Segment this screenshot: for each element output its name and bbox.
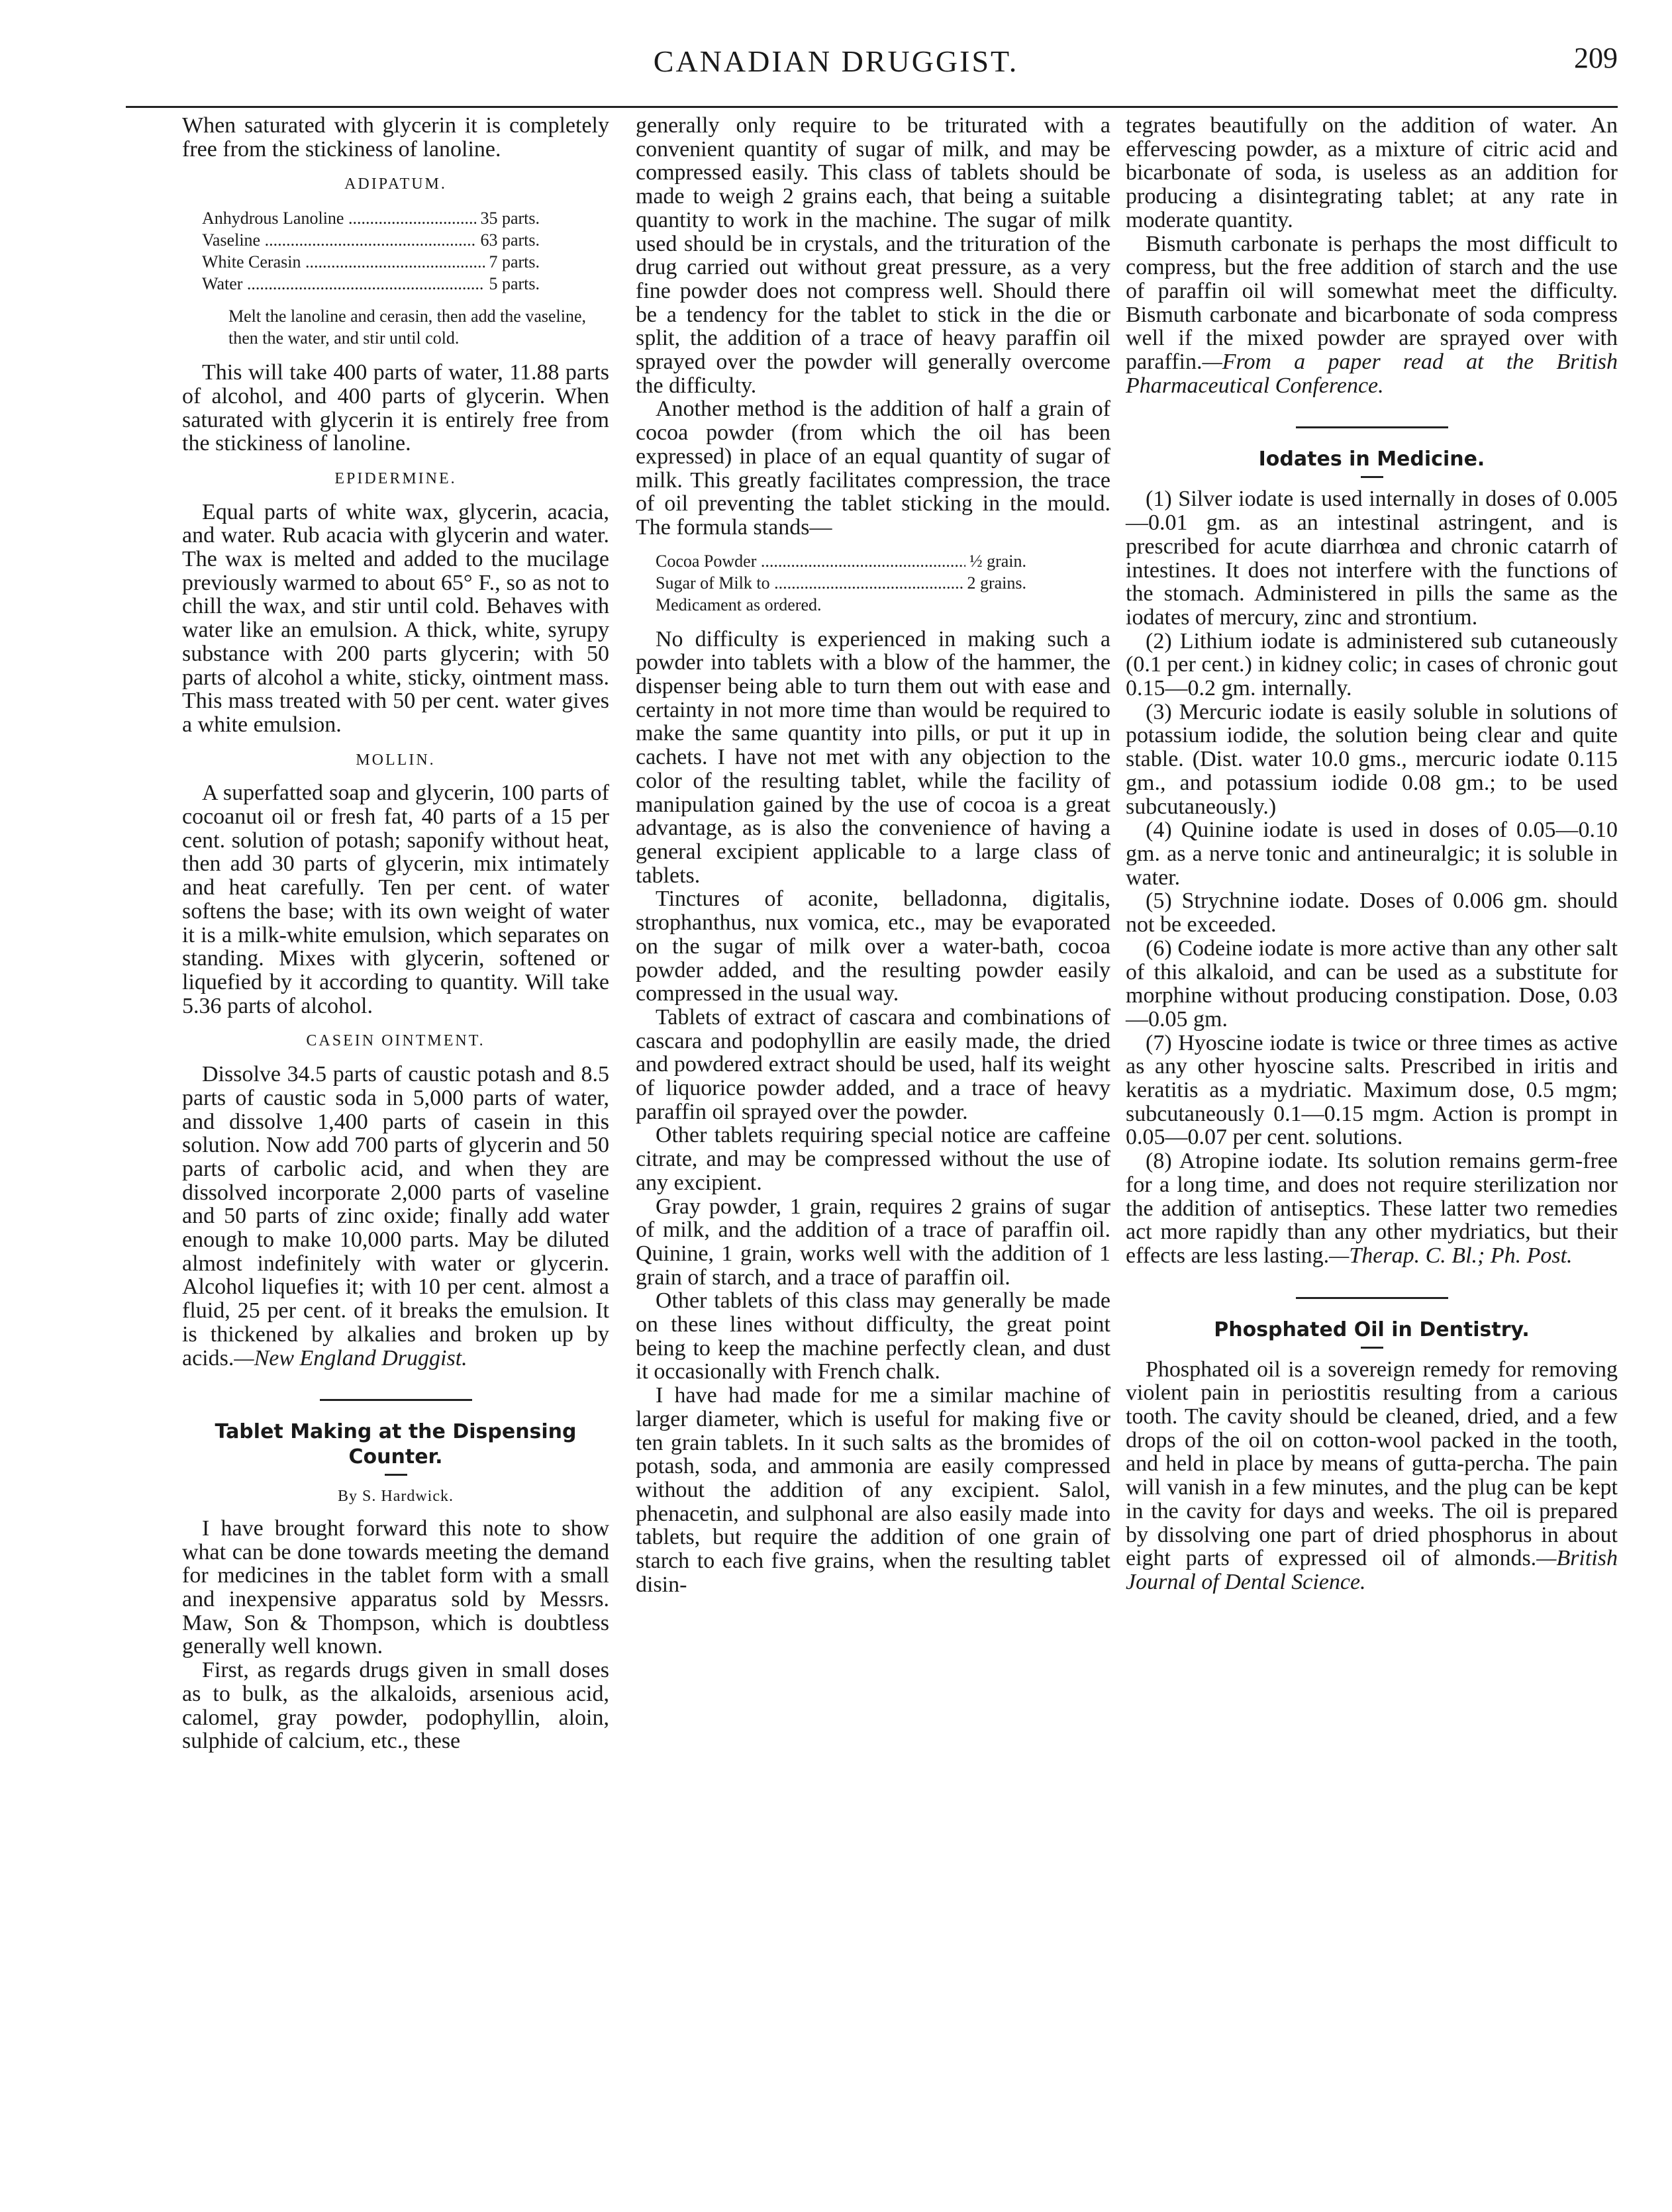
tablet-paragraph-4: Another method is the addition of half a grain of cocoa powder (from which the oil has been expressed) in place of an equal quantity of sugar of milk. This greatly facilitates compression, the trace of oil preventing the tablet sticking in the mould. The formula stands— [636,397,1110,540]
ingredient-quantity: 7 parts. [489,252,540,272]
recipe-row [656,550,1026,572]
phosphated-text: Phosphated oil is a sovereign remedy for removing violent pain in periostitis resulting from a carious tooth. The cavity should be cleaned, dried, and a few drops of the oil on cotton-wool packed in the tooth, and held in place by means of gutta-percha. The pain will vanish in a few minutes, and the plug can be kept in the cavity for days and weeks. The oil is prepared by dissolving one part of dried phosphorus in about eight parts of expressed oil of almonds. [1126,1357,1618,1571]
iodate-item-8 [1126,1149,1618,1268]
recipe-row [202,251,540,273]
iodate-item-6: (6) Codeine iodate is more active than any other salt of this alkaloid, and can be used as a substitute for morphine without producing constipation. Dose, 0.03—0.05 gm. [1126,936,1618,1032]
atropine-text: (8) Atropine iodate. Its solution remains germ-free for a long time, and does not require sterilization nor the addition of antiseptics. These latter two remedies act more rapidly than any other mydriatics, but their effects are less lasting. [1126,1149,1618,1268]
phosphated-article-title: Phosphated Oil in Dentistry. [1214,1318,1530,1341]
recipe-row [202,229,540,251]
ingredient-name: Water ..... [202,273,485,295]
intro-paragraph: When saturated with glycerin it is completely free from the stickiness of lanoline. [182,113,609,162]
byline: By S. Hardwick. [338,1488,454,1506]
tablet-paragraph-11: I have had made for me a similar machine of larger diameter, which is useful for making five or ten grain tablets. In it such salts as the bromides of potash, soda, and ammonia are easily compressed without the addition of any excipient. Salol, phenacetin, and sulphonal are also easily made into tablets, but require the addition of one grain of starch to each five grains, when the resulting tablet disin- [636,1383,1110,1597]
tablet-paragraph-1: I have brought forward this note to show what can be done towards meeting the demand for medicines in the tablet form with a small and inexpensive apparatus sold by Messrs. Maw, Son & Thompson, which is doubtless generally well known. [182,1515,609,1659]
adipatum-paragraph: This will take 400 parts of water, 11.88 parts of alcohol, and 400 parts of glycerin. When saturated with glycerin it is entirely free from the stickiness of lanoline. [182,360,609,456]
adipatum-note: Melt the lanoline and cerasin, then add the vaseline, then the water, and stir until cold. [228,307,587,348]
phosphated-citation: —British Journal of Dental Science. [1126,1546,1618,1594]
epidermine-heading: EPIDERMINE. [334,469,457,487]
iodate-item-4: (4) Quinine iodate is used in doses of 0.05—0.10 gm. as a nerve tonic and antineuralgic; it is soluble in water. [1126,818,1618,890]
ingredient-quantity: 63 parts. [480,230,540,250]
article-separator [1296,426,1448,428]
epidermine-paragraph: Equal parts of white wax, glycerin, acacia, and water. Rub acacia with glycerin and water. The wax is melted and added to the mucilage previously warmed to about 65° F., so as not to chill the wax, and stir until cold. Behaves with water like an emulsion. A thick, white, syrupy substance with 200 parts glycerin; with 50 parts of alcohol a white, sticky, ointment mass. This mass treated with 50 per cent. water gives a white emulsion. [182,499,609,737]
recipe-row [202,207,540,229]
iodate-item-2: (2) Lithium iodate is administered sub cutaneously (0.1 per cent.) in kidney colic; in cases of chronic gout 0.15—0.2 gm. internally. [1126,628,1618,701]
tablet-paragraph-12: tegrates beautifully on the addition of water. An effervescing powder, as a mixture of citric acid and bicarbonate of soda, is useless as an addition for producing a disintegrating tablet; at any rate in moderate quantity. [1126,113,1618,232]
cocoa-formula [656,550,1110,616]
tablet-article-title [182,1419,609,1470]
header-rule [126,106,1618,108]
recipe-row [656,594,1026,616]
ingredient-name: Anhydrous Lanoline ..... [202,207,476,229]
page-header-title: CANADIAN DRUGGIST. [653,44,1019,78]
ingredient-quantity: 5 parts. [489,274,540,294]
article-separator [1296,1297,1448,1299]
article-separator [320,1399,472,1401]
tablet-title-line-1: Tablet Making at the Dispensing [215,1420,577,1444]
column-left [182,114,609,1753]
ingredient-name: White Cerasin ..... [202,251,485,273]
recipe-row [656,572,1026,594]
tablet-paragraph-5: No difficulty is experienced in making such a powder into tablets with a blow of the hammer, the dispenser being able to turn them out with ease and certainty in not more time than would be required to make the same quantity into pills, or put it up in cachets. I have not met with any objection to the color of the resulting tablet, while the facility of manipulation gained by the use of cocoa is a great advantage, as is also the convenience of having a general excipient applicable to a large class of tablets. [636,626,1110,888]
ingredient-quantity: 35 parts. [480,209,540,228]
adipatum-recipe [202,207,609,349]
tablet-paragraph-8: Other tablets requiring special notice are caffeine citrate, and may be compressed without the use of any excipient. [636,1123,1110,1195]
page-number: 209 [1574,42,1618,74]
tablet-title-line-2: Counter. [348,1445,443,1469]
ingredient-name: Vaseline ..... [202,229,476,251]
recipe-row [202,273,540,295]
casein-paragraph [182,1063,609,1370]
iodate-item-3: (3) Mercuric iodate is easily soluble in solutions of potassium iodide, the solution being clear and quite stable. (Dist. water 10.0 gms., mercuric iodate 0.115 gm., and potassium iodide 0.08 gm.; to be used subcutaneously.) [1126,699,1618,819]
casein-citation: —New England Druggist. [234,1345,467,1370]
iodate-item-7: (7) Hyoscine iodate is twice or three times as active as any other hyoscine salts. Prescribed in iritis and keratitis as a mydriatic. Maximum dose, 0.5 mgm; subcutaneously 0.1—0.15 mgm. Action is prompt in 0.05—0.07 per cent. solutions. [1126,1030,1618,1150]
tablet-citation: —From a paper read at the British Pharmaceutical Conference. [1126,350,1618,398]
tablet-paragraph-2: First, as regards drugs given in small doses as to bulk, as the alkaloids, arsenious acid, calomel, gray powder, podophyllin, aloin, sulphide of calcium, etc., these [182,1658,609,1754]
ingredient-name: Cocoa Powder ..... [656,550,965,572]
tablet-paragraph-6: Tinctures of aconite, belladonna, digitalis, strophanthus, nux vomica, etc., may be evaporated on the sugar of milk over a water-bath, cocoa powder added, and the resulting powder easily compressed in the usual way. [636,887,1110,1006]
casein-text: Dissolve 34.5 parts of caustic potash and 8.5 parts of caustic soda in 5,000 parts of water, and dissolve 1,400 parts of casein in this solution. Now add 700 parts of glycerin and 50 parts of carbolic acid, and when they are dissolved incorporate 2,000 parts of vaseline and 50 parts of zinc oxide; finally add water enough to make 10,000 parts. May be diluted almost indefinitely with water or glycerin. Alcohol liquefies it; with 10 per cent. almost a fluid, 25 per cent. of it breaks the emulsion. It is thickened by alkalies and broken up by acids. [182,1062,609,1370]
column-middle [636,114,1110,1596]
ingredient-quantity: ½ grain. [969,551,1026,571]
iodate-item-5: (5) Strychnine iodate. Doses of 0.006 gm. should not be exceeded. [1126,889,1618,938]
title-dash [1361,1347,1383,1349]
iodates-citation: —Therap. C. Bl.; Ph. Post. [1329,1243,1573,1268]
mollin-paragraph: A superfatted soap and glycerin, 100 parts of cocoanut oil or fresh fat, 40 parts of a 15 per cent. solution of potash; saponify without heat, then add 30 parts of glycerin, mix intimately and heat carefully. Ten per cent. of water softens the base; with its own weight of water it is a milk-white emulsion, which separates on standing. Mixes with glycerin, softened or liquefied by it according to quantity. Will take 5.36 parts of alcohol. [182,781,609,1018]
ingredient-name: Sugar of Milk to ..... [656,572,963,594]
phosphated-paragraph [1126,1358,1618,1594]
tablet-paragraph-3: generally only require to be triturated with a convenient quantity of sugar of milk, and may be compressed easily. This class of tablets should be made to weigh 2 grains each, that being a suitable quantity to work in the machine. The sugar of milk used should be in crystals, and the trituration of the drug carried out without great pressure, as a very fine powder does not compress well. Should there be a tendency for the tablet to stick in the die or split, the addition of a trace of heavy paraffin oil sprayed over the powder will generally overcome the difficulty. [636,113,1110,398]
formula-note: Medicament as ordered. [656,595,822,614]
tablet-paragraph-13 [1126,232,1618,398]
title-dash [1361,476,1383,478]
tablet-paragraph-10: Other tablets of this class may generally be made on these lines without difficulty, the great point being to keep the machine perfectly clean, and dust it occasionally with French chalk. [636,1288,1110,1384]
adipatum-heading: ADIPATUM. [344,175,447,193]
casein-heading: CASEIN OINTMENT. [306,1032,485,1050]
title-dash [385,1474,407,1476]
iodate-item-1: (1) Silver iodate is used internally in doses of 0.005—0.01 gm. as an intestinal astringent, and is prescribed for acute diarrhœa and chronic catarrh of intestines. It does not interfere with the functions of the stomach. Administered in pills the same as the iodates of mercury, zinc and strontium. [1126,487,1618,630]
ingredient-quantity: 2 grains. [967,573,1026,593]
tablet-paragraph-9: Gray powder, 1 grain, requires 2 grains of sugar of milk, and the addition of a trace of paraffin oil. Quinine, 1 grain, works well with the addition of 1 grain of starch, and a trace of paraffin oil. [636,1194,1110,1290]
column-right [1126,114,1618,1594]
iodates-article-title: Iodates in Medicine. [1258,448,1485,471]
tablet-paragraph-7: Tablets of extract of cascara and combinations of cascara and podophyllin are easily made, the dried and powdered extract should be used, half its weight of liquorice powder added, and a trace of heavy paraffin oil sprayed over the powder. [636,1004,1110,1124]
bismuth-text: Bismuth carbonate is perhaps the most difficult to compress, but the free addition of starch and the use of paraffin oil will somewhat meet the difficulty. Bismuth carbonate and bicarbonate of soda compress well if the mixed powder are sprayed over with paraffin. [1126,231,1618,375]
mollin-heading: MOLLIN. [356,751,436,769]
